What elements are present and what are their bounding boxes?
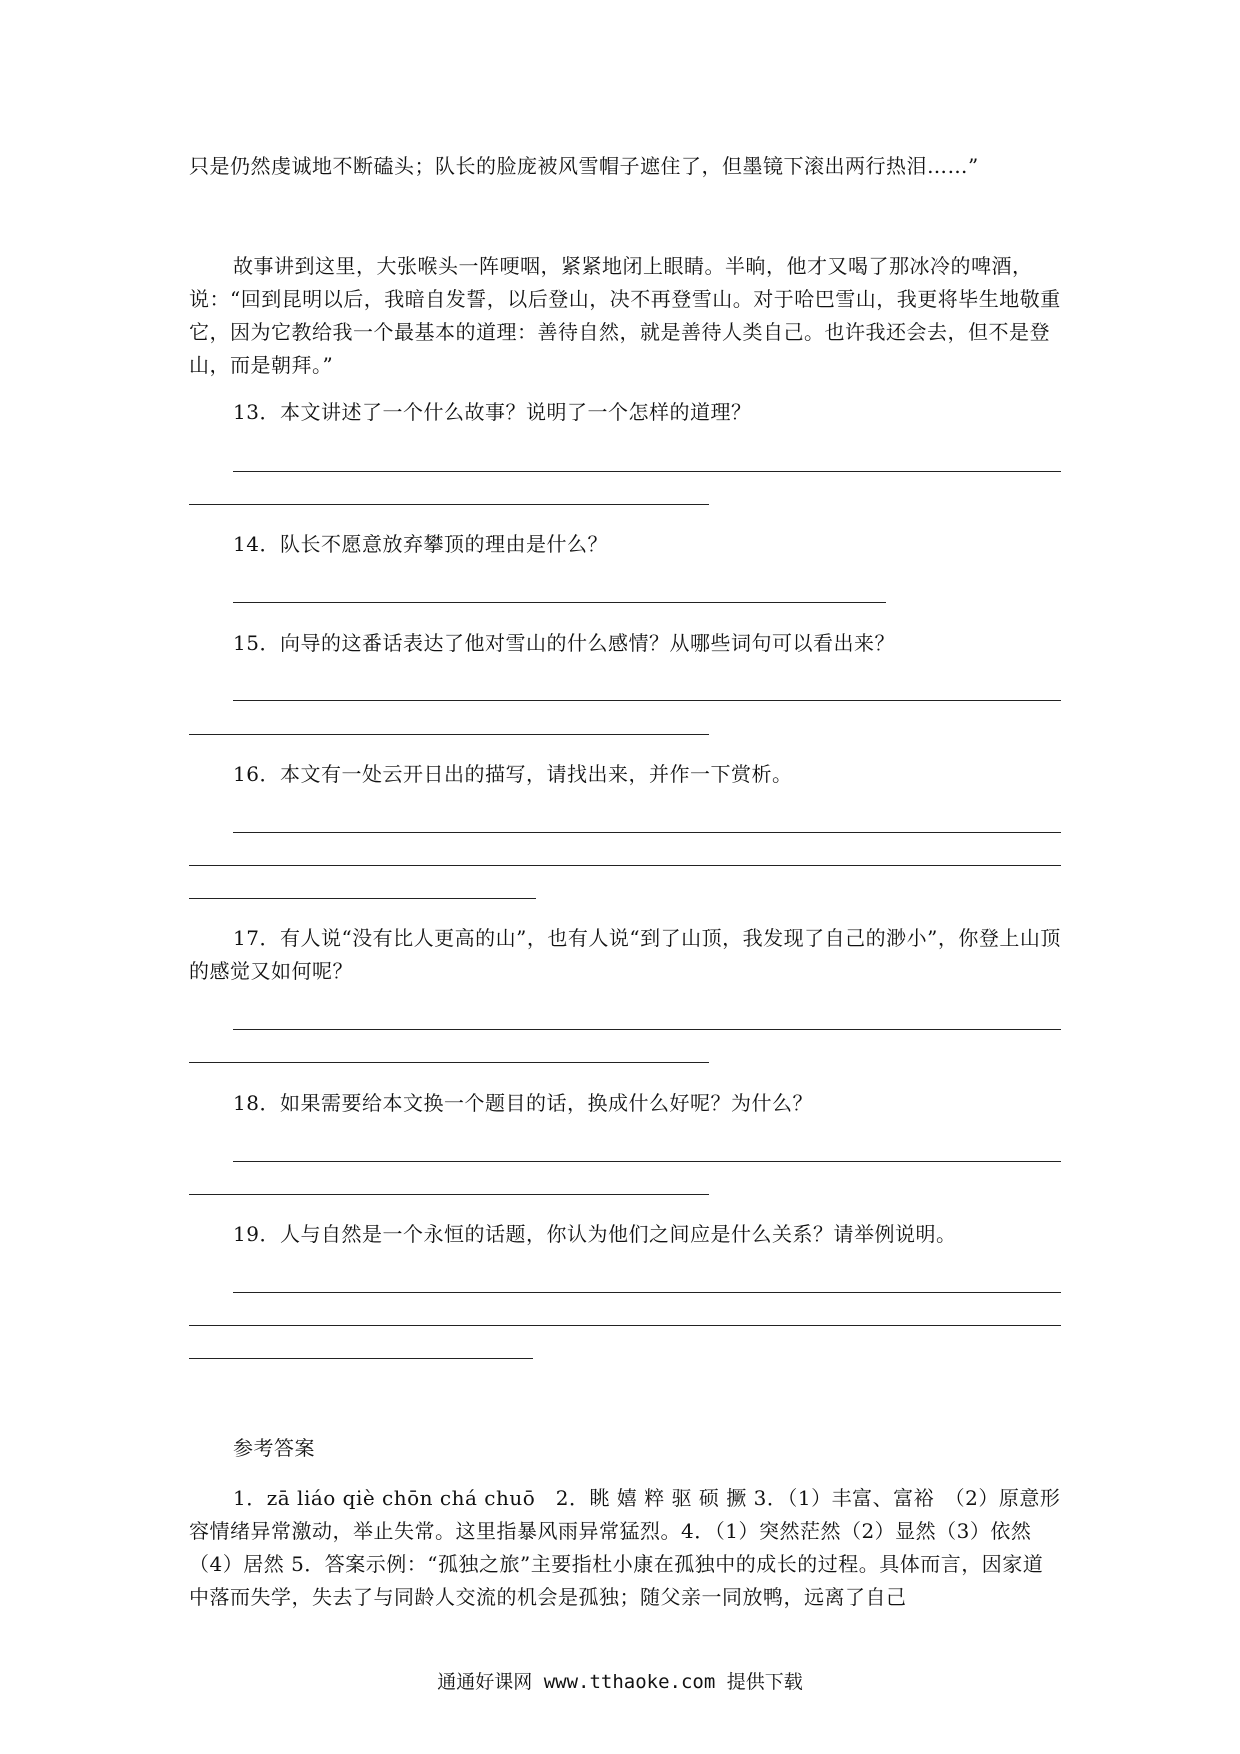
answer-line xyxy=(189,1358,533,1359)
answers-body: 1．zā liáo qiè chōn chá chuō 2．眺 嬉 粹 驱 硕 撅 3．（1）丰富、富裕 （2）原意形容情绪异常激动，举止失常。这里指暴风雨异常猛烈。4．（1）突然茫然（2）显然（3）依然（4）居然 5．答案示例：“孤独之旅”主要指杜小康在孤独中的成长的过程。具体而言，因家道中落而失学，失去了与同龄人交流的机会是孤独；随父亲一同放鸭，远离了自己 xyxy=(189,1486,1061,1609)
question-14: 14．队长不愿意放弃攀顶的理由是什么？ xyxy=(233,532,608,556)
answer-line xyxy=(233,1029,1061,1030)
question-15: 15．向导的这番话表达了他对雪山的什么感情？从哪些词句可以看出来？ xyxy=(233,631,895,655)
question-17: 17．有人说“没有比人更高的山”，也有人说“到了山顶，我发现了自己的渺小”，你登上山顶的感觉又如何呢？ xyxy=(189,926,1061,983)
answer-line xyxy=(233,1292,1061,1293)
answer-line xyxy=(233,1161,1061,1162)
passage-paragraph: 故事讲到这里，大张喉头一阵哽咽，紧紧地闭上眼睛。半晌，他才又喝了那冰冷的啤酒，说：“回到昆明以后，我暗自发誓，以后登山，决不再登雪山。对于哈巴雪山，我更将毕生地敬重它，因为它教给我一个最基本的道理：善待自然，就是善待人类自己。也许我还会去，但不是登山，而是朝拜。” xyxy=(189,254,1061,377)
answer-line xyxy=(233,602,886,603)
answer-line xyxy=(189,1062,709,1063)
passage-continuation: 只是仍然虔诚地不断磕头；队长的脸庞被风雪帽子遮住了，但墨镜下滚出两行热泪……” xyxy=(189,154,979,178)
question-19: 19．人与自然是一个永恒的话题，你认为他们之间应是什么关系？请举例说明。 xyxy=(233,1222,957,1246)
answer-line xyxy=(233,471,1061,472)
answer-line xyxy=(189,1194,709,1195)
answer-line xyxy=(233,832,1061,833)
answer-line xyxy=(189,1325,1061,1326)
page-footer: 通通好课网 www.tthaoke.com 提供下载 xyxy=(437,1671,803,1693)
answer-line xyxy=(189,734,709,735)
question-13: 13．本文讲述了一个什么故事？说明了一个怎样的道理？ xyxy=(233,400,752,424)
question-16: 16．本文有一处云开日出的描写，请找出来，并作一下赏析。 xyxy=(233,762,793,786)
answer-line xyxy=(189,898,536,899)
answer-line xyxy=(189,504,709,505)
answer-line xyxy=(233,700,1061,701)
answer-line xyxy=(189,865,1061,866)
answers-heading: 参考答案 xyxy=(233,1436,315,1460)
question-18: 18．如果需要给本文换一个题目的话，换成什么好呢？为什么？ xyxy=(233,1091,813,1115)
